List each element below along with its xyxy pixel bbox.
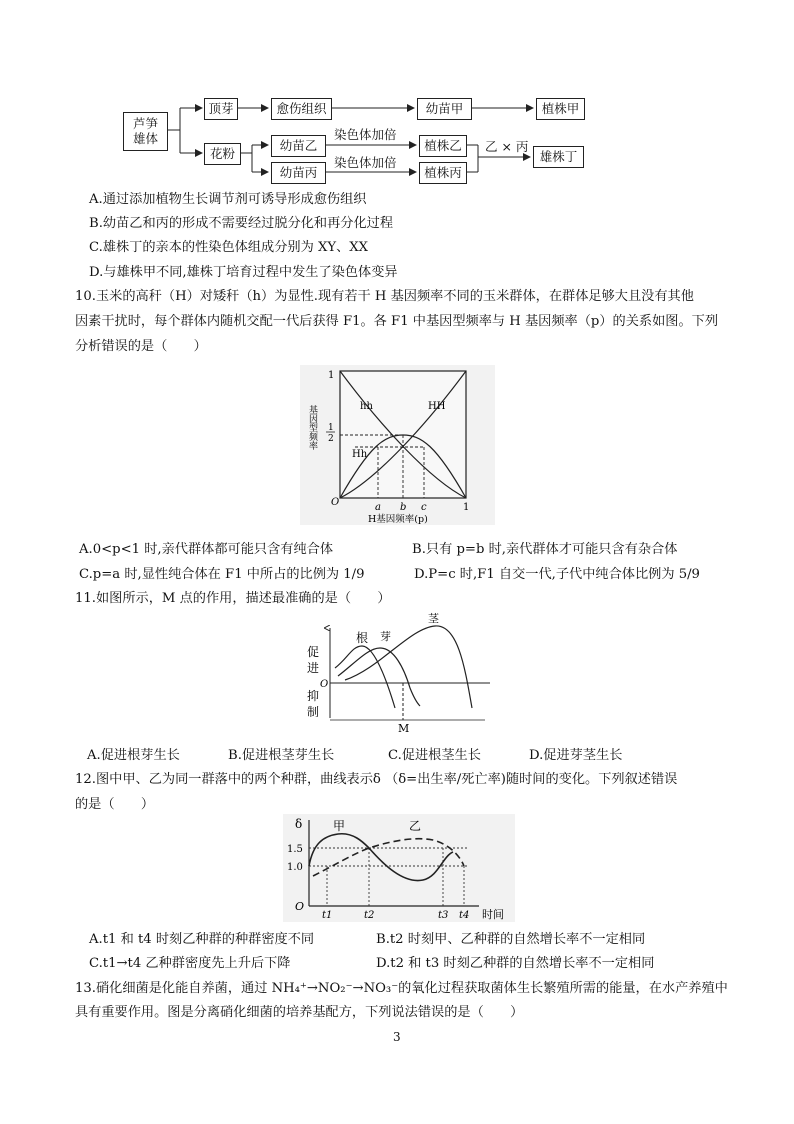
q10-option-c: C.p=a 时,显性纯合体在 F1 中所占的比例为 1/9 <box>79 567 365 582</box>
q11-curve-bud <box>338 648 420 706</box>
q12-label-yi: 乙 <box>409 819 422 833</box>
q9-option-a: A.通过添加植物生长调节剂可诱导形成愈伤组织 <box>89 192 367 207</box>
q11-point-m: M <box>398 722 410 735</box>
box-source: 芦笋 雄体 <box>123 112 168 151</box>
q10-tick-b: b <box>400 502 407 513</box>
q10-ylabel: 基因型频率 <box>307 405 317 450</box>
q11-option-a: A.促进根芽生长 <box>87 748 180 763</box>
box-plant-jia: 植株甲 <box>536 98 585 120</box>
q11-inhibit-1: 抑 <box>307 689 320 703</box>
q11-stem: 11.如图所示，M 点的作用，描述最准确的是（ ） <box>75 591 391 606</box>
q12-y10: 1.0 <box>287 862 303 873</box>
q10-stem-line-3: 分析错误的是（ ） <box>75 339 207 354</box>
q12-curve-yi <box>313 839 464 876</box>
q12-delta-chart <box>283 814 515 922</box>
q11-auxin-chart <box>300 608 500 738</box>
q11-promote-1: 促 <box>307 645 320 659</box>
q12-origin: O <box>295 900 305 913</box>
q10-half-num: 1 <box>328 423 334 433</box>
box-plant-yi: 植株乙 <box>419 135 467 157</box>
q11-inhibit-2: 制 <box>307 705 320 719</box>
q10-y-top: 1 <box>328 370 335 381</box>
box-plant-bing: 植株丙 <box>419 162 467 184</box>
box-seedling-yi: 幼苗乙 <box>271 135 326 157</box>
q12-t3: t3 <box>438 910 449 921</box>
q9-option-d: D.与雄株甲不同,雄株丁培育过程中发生了染色体变异 <box>89 265 398 280</box>
q10-tick-c: c <box>421 502 427 513</box>
q10-origin: O <box>331 497 340 508</box>
q11-origin: O <box>320 679 329 690</box>
label-cross: 乙 × 丙 <box>485 139 529 154</box>
q10-genotype-chart <box>300 365 495 525</box>
q10-xlabel: H基因频率(p) <box>368 514 428 525</box>
q10-option-b: B.只有 p=b 时,亲代群体才可能只含有杂合体 <box>412 542 678 557</box>
q11-label-bud: 芽 <box>380 630 391 643</box>
q12-option-a: A.t1 和 t4 时刻乙种群的种群密度不同 <box>89 932 315 947</box>
q9-option-b: B.幼苗乙和丙的形成不需要经过脱分化和再分化过程 <box>89 216 394 231</box>
q10-option-d: D.P=c 时,F1 自交一代,子代中纯合体比例为 5/9 <box>414 567 700 582</box>
flow-arrows <box>0 0 794 195</box>
q11-option-c: C.促进根茎生长 <box>388 748 481 763</box>
q11-label-stem: 茎 <box>428 612 439 625</box>
q10-stem-line-1: 10.玉米的高秆（H）对矮秆（h）为显性.现有若干 H 基因频率不同的玉米群体，在群体足够大且没有其他 <box>75 289 694 304</box>
q11-option-b: B.促进根茎芽生长 <box>228 748 335 763</box>
q10-x-one: 1 <box>463 502 470 513</box>
q11-promote-2: 进 <box>307 661 320 675</box>
q12-option-c: C.t1→t4 乙种群密度先上升后下降 <box>89 956 291 971</box>
q10-label-Hh: Hh <box>352 449 368 460</box>
q13-stem-line-1: 13.硝化细菌是化能自养菌，通过 NH₄⁺→NO₂⁻→NO₃⁻的氧化过程获取菌体生长繁殖所需的能量，在水产养殖中 <box>75 981 728 996</box>
q12-t4: t4 <box>459 910 470 921</box>
q13-stem-line-2: 具有重要作用。图是分离硝化细菌的培养基配方，下列说法错误的是（ ） <box>75 1005 524 1020</box>
q10-tick-a: a <box>375 502 381 513</box>
box-seedling-jia: 幼苗甲 <box>417 98 472 120</box>
q11-option-d: D.促进芽茎生长 <box>529 748 623 763</box>
q12-label-jia: 甲 <box>333 819 346 833</box>
q12-xlabel: 时间 <box>482 908 504 921</box>
q12-curve-jia <box>309 834 453 881</box>
q12-stem-line-1: 12.图中甲、乙为同一群落中的两个种群，曲线表示δ （δ=出生率/死亡率)随时间的变化。下列叙述错误 <box>75 772 678 787</box>
q10-label-hh: hh <box>360 401 373 412</box>
label-chrom-double-1: 染色体加倍 <box>334 127 397 142</box>
q10-label-HH: HH <box>428 401 446 412</box>
box-seedling-bing: 幼苗丙 <box>271 162 326 184</box>
page-number: 3 <box>393 1030 401 1044</box>
q12-delta: δ <box>295 817 303 831</box>
q11-label-root: 根 <box>356 631 369 645</box>
q10-stem-line-2: 因素干扰时，每个群体内随机交配一代后获得 F1。各 F1 中基因型频率与 H 基因频率（p）的关系如图。下列 <box>75 314 719 329</box>
box-male-ding: 雄株丁 <box>533 146 584 168</box>
label-chrom-double-2: 染色体加倍 <box>334 155 397 170</box>
q12-option-b: B.t2 时刻甲、乙种群的自然增长率不一定相同 <box>376 932 646 947</box>
q12-t1: t1 <box>322 910 333 921</box>
q12-option-d: D.t2 和 t3 时刻乙种群的自然增长率不一定相同 <box>376 956 655 971</box>
box-top-bud: 顶芽 <box>204 98 238 120</box>
q12-t2: t2 <box>364 910 375 921</box>
box-pollen: 花粉 <box>204 143 241 165</box>
q9-option-c: C.雄株丁的亲本的性染色体组成分别为 XY、XX <box>89 240 369 255</box>
q10-half-den: 2 <box>328 434 334 444</box>
q10-option-a: A.0<p<1 时,亲代群体都可能只含有纯合体 <box>79 542 334 557</box>
q12-y15: 1.5 <box>287 844 303 855</box>
q12-stem-line-2: 的是（ ） <box>75 797 155 812</box>
box-callus: 愈伤组织 <box>271 98 332 120</box>
